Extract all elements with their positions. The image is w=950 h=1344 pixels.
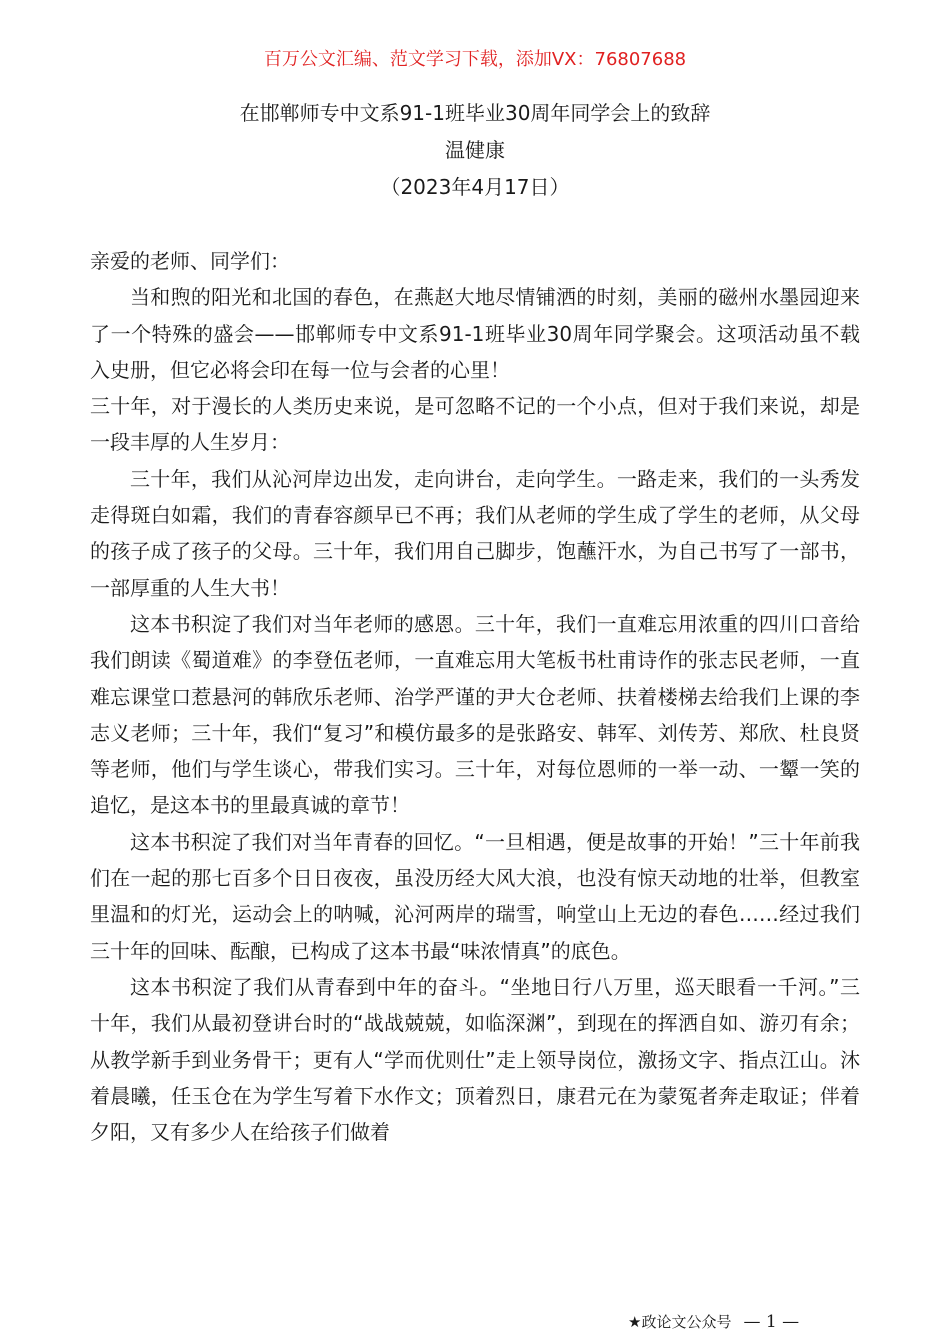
paragraph-youth: 这本书积淀了我们对当年青春的回忆。“一旦相遇，便是故事的开始！”三十年前我们在一起的那七百多个日日夜夜，虽没历经大风大浪，也没有惊天动地的壮举，但教室里温和的灯光，运动会上的呐喊，沁河两岸的瑞雪，响堂山上无边的春色……经过我们三十年的回味、酝酿，已构成了这本书最“味浓情真”的底色。 [90,829,860,963]
speech-author: 温健康 [445,138,505,162]
paragraph-opening: 当和煦的阳光和北国的春色，在燕赵大地尽情铺洒的时刻，美丽的磁州水墨园迎来了一个特殊的盛会——邯郸师专中文系91-1班毕业30周年同学聚会。这项活动虽不载入史册，但它必将会印在每一位与会者的心里！ [90,285,860,382]
speech-title: 在邯郸师专中文系91-1班毕业30周年同学会上的致辞 [239,101,711,125]
paragraph-teachers: 这本书积淀了我们对当年老师的感恩。三十年，我们一直难忘用浓重的四川口音给我们朗读《蜀道难》的李登伍老师，一直难忘用大笔板书杜甫诗作的张志民老师，一直难忘课堂口惹悬河的韩欣乐老师、治学严谨的尹大仓老师、扶着楼梯去给我们上课的李志义老师；三十年，我们“复习”和模仿最多的是张路安、韩军、刘传芳、郑欣、杜良贤等老师，他们与学生谈心，带我们实习。三十年，对每位恩师的一举一动、一颦一笑的追忆，是这本书的里最真诚的章节！ [90,611,860,818]
paragraph-journey: 三十年，我们从沁河岸边出发，走向讲台，走向学生。一路走来，我们的一头秀发走得斑白如霜，我们的青春容颜早已不再；我们从老师的学生成了学生的老师，从父母的孩子成了孩子的父母。三十年，我们用自己脚步，饱蘸汗水，为自己书写了一部书，一部厚重的人生大书！ [90,466,860,600]
paragraph-struggle: 这本书积淀了我们从青春到中年的奋斗。“坐地日行八万里，巡天眼看一千河。”三十年，我们从最初登讲台时的“战战兢兢，如临深渊”，到现在的挥洒自如、游刃有余；从教学新手到业务骨干；更有人“学而优则仕”走上领导岗位，激扬文字、指点江山。沐着晨曦，任玉仓在为学生写着下水作文；顶着烈日，康君元在为蒙冤者奔走取证；伴着夕阳，又有多少人在给孩子们做着 [90,974,860,1145]
paragraph-thirty-years: 三十年，对于漫长的人类历史来说，是可忽略不记的一个小点，但对于我们来说，却是一段丰厚的人生岁月： [90,394,860,455]
page-number: — 1 — [743,1312,800,1332]
speech-body [90,243,860,1150]
page-footer [628,1311,799,1333]
speech-date: （2023年4月17日） [380,175,570,199]
salutation: 亲爱的老师、同学们： [90,249,290,273]
footer-label: ★政论文公众号 [628,1313,732,1331]
promo-banner: 百万公文汇编、范文学习下载，添加VX：76807688 [263,49,687,70]
